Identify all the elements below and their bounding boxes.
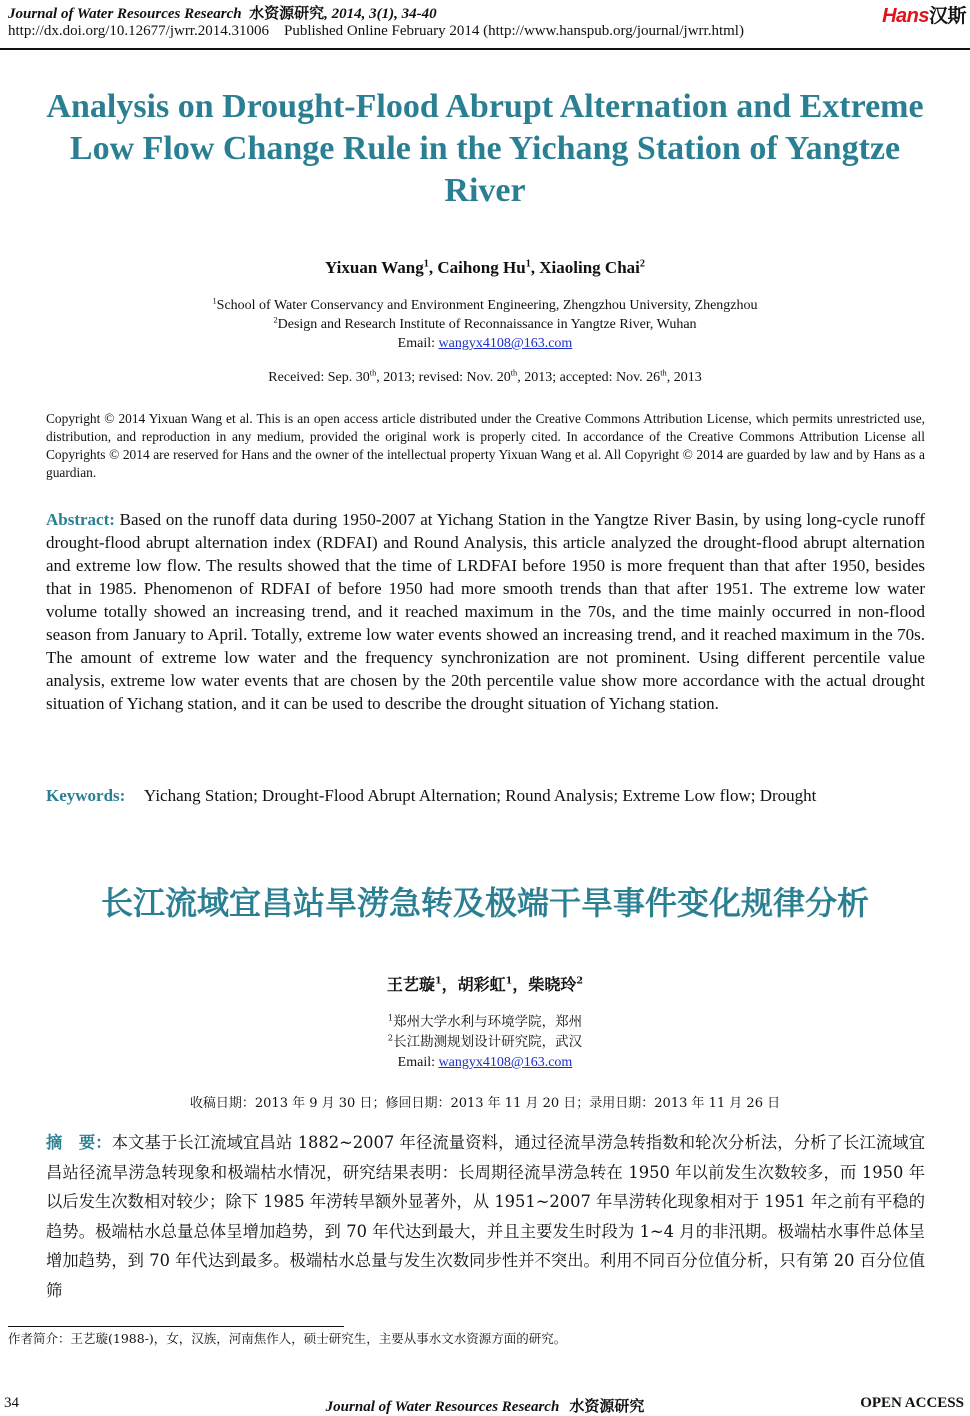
abstract-cn [46, 1128, 925, 1305]
journal-citation [8, 2, 437, 23]
authors-cn [0, 972, 970, 995]
abstract-cn-label: 摘 要： [46, 1133, 112, 1152]
author-cn: 胡彩虹$^1$， [457, 975, 529, 994]
doi-line [8, 23, 744, 40]
abstract-label: Abstract: [46, 510, 115, 529]
footnote-divider [8, 1326, 344, 1327]
copyright-notice: Copyright © 2014 Yixuan Wang et al. This is an open access article distributed under the Creative Commons Attribution License, which permits unrestricted use, distribution, and reproduction in any medium, provided the original work is properly cited. In accordance of the Creative Commons Attribution License all Copyrights © 2014 are reserved for Hans and the owner of the intellectual property Yixuan Wang et al. All Copyright © 2014 are guarded by law and by Hans as a guardian. [46, 411, 925, 480]
email-link[interactable]: wangyx4108@163.com [438, 336, 573, 351]
journal-name-en: Journal of Water Resources Research [8, 6, 242, 22]
paper-title-en: Analysis on Drought-Flood Abrupt Alternation and Extreme Low Flow Change Rule in the Yichang Station of Yangtze River [46, 88, 924, 209]
keywords-en [46, 784, 925, 807]
email-link[interactable]: wangyx4108@163.com [438, 1055, 573, 1070]
email-cn: Email: wangyx4108@163.com [397, 1055, 573, 1070]
logo-text-cn: 汉斯 [928, 6, 966, 27]
author-cn: 王艺璇$^1$， [386, 975, 458, 994]
abstract-text: Based on the runoff data during 1950-2007 at Yichang Station in the Yangtze River Basin, by using long-cycle runoff drought-flood abrupt alternation index (RDFAI) and Round Analysis, this article analyzed the drought-flood abrupt alternation and extreme low flow. The results showed that the time of LRDFAI before 1950 is more frequent than that after 1950, besides that in 1985. Phenomenon of RDFAI of before 1950 had more smooth trends than that after 1951. The extreme low water volume totally showed an increasing trend, and it reached maximum in the 70s, and the time mainly occurred in non-flood season from January to April. Totally, extreme low water events showed an increasing trend, and it reached maximum in the 70s. The amount of extreme low water and the frequency synchronization are not prominent. Using different percentile value analysis, extreme low water events that are chosen by the 20th percentile value show more accordance with the actual drought situation of Yichang station, and it can be used to describe the drought situation of Yichang station. [46, 510, 925, 713]
author-en: Caihong Hu$^1$, [437, 258, 540, 277]
author-en: Yixuan Wang$^1$, [325, 258, 438, 277]
email-en: Email: wangyx4108@163.com [397, 336, 573, 351]
hans-logo [882, 1, 966, 28]
keywords-text: Yichang Station; Drought-Flood Abrupt Alternation; Round Analysis; Extreme Low flow; Drought [144, 786, 817, 805]
header-divider [0, 48, 970, 50]
affiliation-en-1: $^1$School of Water Conservancy and Environment Engineering, Zhengzhou University, Zhengzhou [212, 296, 758, 313]
published-online: Published Online February 2014 (http://www.hanspub.org/journal/jwrr.html) [283, 23, 744, 39]
page-number: 34 [4, 1395, 19, 1411]
abstract-cn-text: 本文基于长江流域宜昌站 1882~2007 年径流量资料，通过径流旱涝急转指数和轮次分析法，分析了长江流域宜昌站径流旱涝急转现象和极端枯水情况，研究结果表明：长周期径流旱涝急转在 1950 年以前发生次数较多，而 1950 年以后发生次数相对较少；除下 1985 年涝转旱额外显著外，从 1951~2007 年旱涝转化现象相对于 1951 年之前有平稳的趋势。极端枯水总量总体呈增加趋势，到 70 年代达到最大，并且主要发生时段为 1~4 月的非汛期。极端枯水事件总体呈增加趋势，到 70 年代达到最多。极端枯水总量与发生次数同步性并不突出。利用不同百分位值分析，只有第 20 百分位值筛 [46, 1133, 925, 1300]
affiliation-cn-2: $^2$长江勘测规划设计研究院，武汉 [387, 1032, 583, 1050]
footer-journal: Journal of Water Resources Research 水资源研究 [325, 1399, 645, 1415]
affiliation-en-2: $^2$Design and Research Institute of Reconnaissance in Yangtze River, Wuhan [273, 315, 697, 332]
dates-en: Received: Sep. 30th, 2013; revised: Nov. 20th, 2013; accepted: Nov. 26th, 2013 [268, 368, 702, 385]
author-en: Xiaoling Chai$^2$ [539, 258, 645, 277]
affiliation-cn-1: $^1$郑州大学水利与环境学院，郑州 [387, 1012, 583, 1030]
open-access-label: OPEN ACCESS [860, 1395, 964, 1411]
paper-title-cn: 长江流域宜昌站旱涝急转及极端干旱事件变化规律分析 [100, 884, 869, 922]
logo-text-en: Hans [882, 5, 929, 27]
abstract-en [46, 508, 925, 715]
journal-name-cn: 水资源研究 [249, 6, 325, 22]
authors-en [0, 258, 970, 278]
dates-cn: 收稿日期：2013 年 9 月 30 日；修回日期：2013 年 11 月 20 日；录用日期：2013 年 11 月 26 日 [189, 1096, 781, 1111]
keywords-label: Keywords: [46, 786, 126, 805]
author-footnote: 作者简介：王艺璇(1988-)，女，汉族，河南焦作人，硕士研究生，主要从事水文水资源方面的研究。 [8, 1331, 567, 1346]
citation-info: , 2014, 3(1), 34-40 [324, 6, 437, 22]
doi-link[interactable]: http://dx.doi.org/10.12677/jwrr.2014.31006 [8, 23, 269, 39]
author-cn: 柴晓玲$^2$ [528, 975, 584, 994]
